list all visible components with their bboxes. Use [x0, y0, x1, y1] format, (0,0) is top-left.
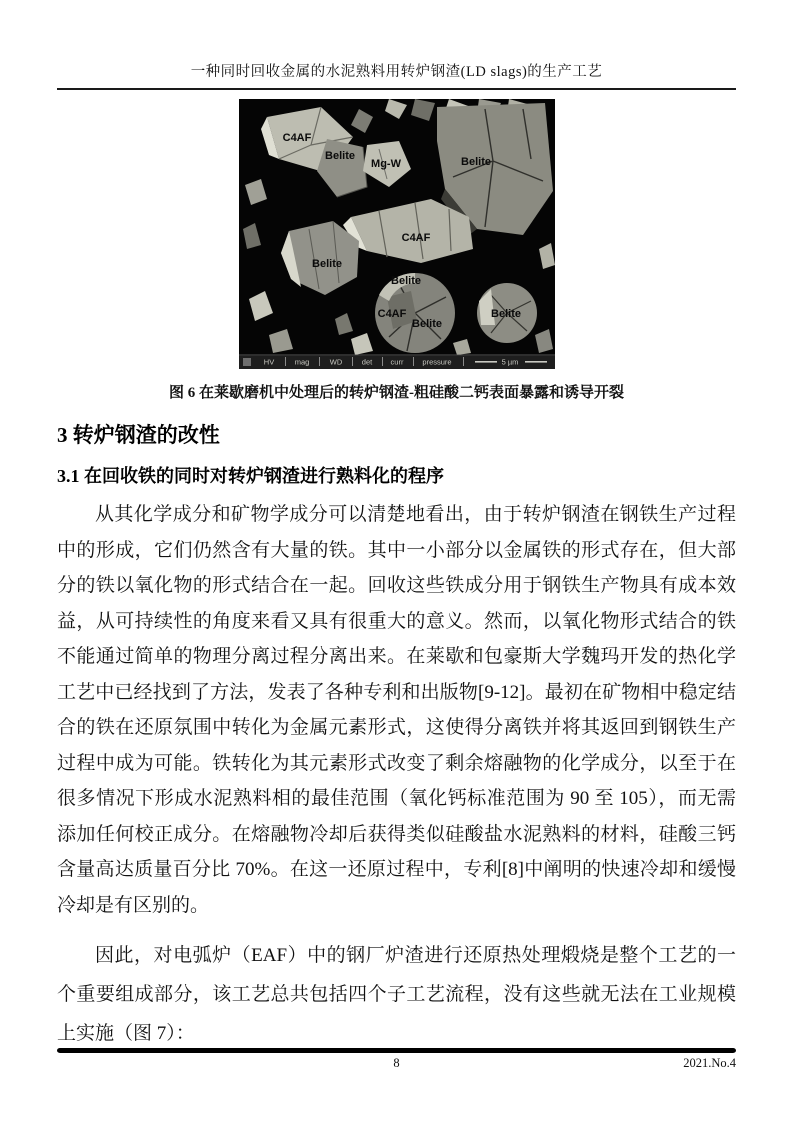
sem-bar-field-curr: curr [390, 357, 403, 367]
sem-micrograph-image [239, 99, 555, 369]
sem-bar-field-det: det [361, 357, 372, 367]
sem-label-belite-3: Belite [311, 258, 342, 270]
figure-6 [57, 99, 736, 402]
figure-caption: 图 6 在莱歇磨机中处理后的转炉钢渣-粗硅酸二钙表面暴露和诱导开裂 [169, 385, 624, 401]
sem-logo-icon [243, 358, 251, 366]
sem-label-c4af-3: C4AF [377, 308, 406, 320]
page-header [57, 0, 736, 90]
sem-label-mgw: Mg-W [370, 158, 401, 170]
sem-label-belite-1: Belite [324, 150, 355, 162]
sem-label-belite-6: Belite [490, 308, 521, 320]
sem-scale-label: 5 µm [501, 357, 518, 367]
sem-label-c4af-1: C4AF [282, 132, 311, 144]
sem-micrograph-svg [239, 99, 555, 369]
body-paragraph-1: 从其化学成分和矿物学成分可以清楚地看出，由于转炉钢渣在钢铁生产过程中的形成，它们仍然含有大量的铁。其中一小部分以金属铁的形式存在，但大部分的铁以氧化物的形式结合在一起。回收这些铁成分用于钢铁生产物具有成本效益，从可持续性的角度来看又具有很重大的意义。然而，以氧化物形式结合的铁不能通过简单的物理分离过程分离出来。在莱歇和包豪斯大学魏玛开发的热化学工艺中已经找到了方法，发表了各种专利和出版物[9-12]。最初在矿物相中稳定结合的铁在还原氛围中转化为金属元素形式，这使得分离铁并将其返回到钢铁生产过程中成为可能。铁转化为其元素形式改变了剩余熔融物的化学成分，以至于在很多情况下形成水泥熟料相的最佳范围（氧化钙标准范围为 90 至 105），而无需添加任何校正成分。在熔融物冷却后获得类似硅酸盐水泥熟料的材料，硅酸三钙含量高达质量百分比 70%。在这一还原过程中，专利[8]中阐明的快速冷却和缓慢冷却是有区别的。 [57, 504, 736, 916]
section-heading-3: 3 转炉钢渣的改性 [57, 423, 220, 447]
sem-label-belite-2: Belite [460, 156, 491, 168]
sem-label-c4af-2: C4AF [401, 232, 430, 244]
body-paragraph-2: 因此，对电弧炉（EAF）中的钢厂炉渣进行还原热处理煅烧是整个工艺的一个重要组成部分，该工艺总共包括四个子工艺流程，没有这些就无法在工业规模上实施（图 7）： [57, 945, 736, 1044]
issue-label: 2021.No.4 [683, 1056, 736, 1070]
footer-rule [57, 1048, 736, 1053]
sem-label-belite-4: Belite [390, 275, 421, 287]
sem-bar-field-mag: mag [294, 357, 309, 367]
sem-label-belite-5: Belite [411, 318, 442, 330]
sem-bar-field-pressure: pressure [421, 357, 452, 367]
header-title: 一种同时回收金属的水泥熟料用转炉钢渣(LD slags)的生产工艺 [190, 64, 603, 80]
sem-bar-field-hv: HV [263, 357, 274, 367]
page-number: 8 [393, 1056, 400, 1070]
sem-bar-field-wd: WD [329, 357, 342, 367]
section-heading-3-1: 3.1 在回收铁的同时对转炉钢渣进行熟料化的程序 [57, 466, 444, 486]
page-footer [57, 1048, 736, 1074]
